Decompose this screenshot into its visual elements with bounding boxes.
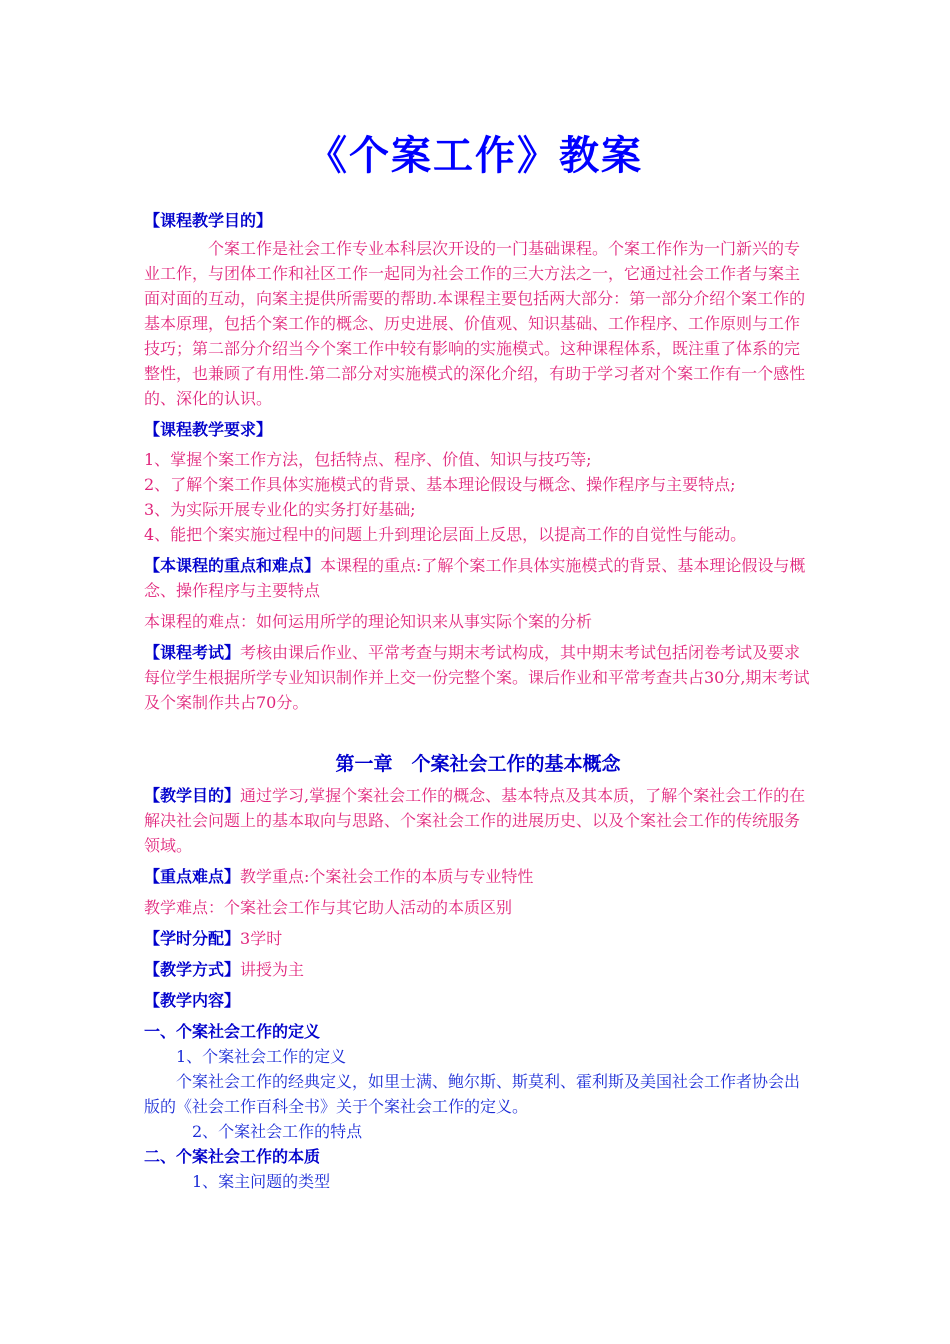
chapter-method	[144, 957, 812, 982]
exam-heading: 【课程考试】	[144, 643, 241, 662]
keypoints-paragraph	[144, 553, 812, 603]
objective-text: 个案工作是社会工作专业本科层次开设的一门基础课程。个案工作作为一门新兴的专业工作，与团体工作和社区工作一起同为社会工作的三大方法之一，它通过社会工作者与案主面对面的互动，向案主提供所需要的帮助.本课程主要包括两大部分：第一部分介绍个案工作的基本原理，包括个案工作的概念、历史进展、价值观、知识基础、工作程序、工作原则与工作技巧；第二部分介绍当今个案工作中较有影响的实施模式。这种课程体系，既注重了体系的完整性，也兼顾了有用性.第二部分对实施模式的深化介绍，有助于学习者对个案工作有一个感性的、深化的认识。	[144, 239, 806, 408]
chapter-objective	[144, 783, 812, 858]
section-paragraph: 个案社会工作的经典定义，如里士满、鲍尔斯、斯莫利、霍利斯及美国社会工作者协会出版的《社会工作百科全书》关于个案社会工作的定义。	[144, 1072, 801, 1116]
chapter-title: 第一章 个案社会工作的基本概念	[335, 753, 621, 775]
requirement-item: 4、能把个案实施过程中的问题上升到理论层面上反思，以提高工作的自觉性与能动。	[144, 525, 747, 544]
chapter-key-heading: 【重点难点】	[144, 867, 241, 886]
chapter-content-heading: 【教学内容】	[144, 991, 241, 1010]
chapter-objective-text: 通过学习,掌握个案社会工作的概念、基本特点及其本质，了解个案社会工作的在解决社会问题上的基本取向与思路、个案社会工作的进展历史、以及个案社会工作的传统服务领域。	[144, 786, 806, 855]
requirement-item: 2、了解个案工作具体实施模式的背景、基本理论假设与概念、操作程序与主要特点;	[144, 475, 736, 494]
chapter-hours-heading: 【学时分配】	[144, 929, 241, 948]
chapter-keypoints	[144, 864, 812, 889]
document-title: 《个案工作》教案	[307, 133, 643, 179]
requirements-heading: 【课程教学要求】	[144, 420, 273, 439]
chapter-key-text: 教学重点:个案社会工作的本质与专业特性	[240, 867, 534, 886]
chapter-difficulty: 教学难点：个案社会工作与其它助人活动的本质区别	[144, 898, 513, 917]
exam-paragraph	[144, 640, 812, 715]
keypoints-difficulty: 本课程的难点：如何运用所学的理论知识来从事实际个案的分析	[144, 612, 593, 631]
section-item: 1、案主问题的类型	[192, 1172, 331, 1191]
chapter-method-text: 讲授为主	[240, 960, 305, 979]
keypoints-focus: 本课程的重点:了解个案工作具体实施模式的背景、基本理论假设与概念、操作程序与主要特点	[144, 556, 806, 600]
exam-text: 考核由课后作业、平常考查与期末考试构成，其中期末考试包括闭卷考试及要求每位学生根据所学专业知识制作并上交一份完整个案。课后作业和平常考查共占30分,期末考试及个案制作共占70分。	[144, 643, 810, 712]
chapter-hours	[144, 926, 812, 951]
chapter-objective-heading: 【教学目的】	[144, 786, 241, 805]
section-heading: 一、个案社会工作的定义	[144, 1022, 321, 1041]
chapter-method-heading: 【教学方式】	[144, 960, 241, 979]
section-item: 2、个案社会工作的特点	[192, 1122, 363, 1141]
chapter-hours-text: 3学时	[240, 929, 283, 948]
requirement-item: 3、为实际开展专业化的实务打好基础;	[144, 500, 416, 519]
objective-heading: 【课程教学目的】	[144, 211, 273, 230]
section-item: 1、个案社会工作的定义	[176, 1047, 347, 1066]
section-heading: 二、个案社会工作的本质	[144, 1147, 321, 1166]
requirement-item: 1、掌握个案工作方法，包括特点、程序、价值、知识与技巧等;	[144, 450, 592, 469]
keypoints-heading: 【本课程的重点和难点】	[144, 556, 321, 575]
document-body	[144, 208, 812, 1194]
